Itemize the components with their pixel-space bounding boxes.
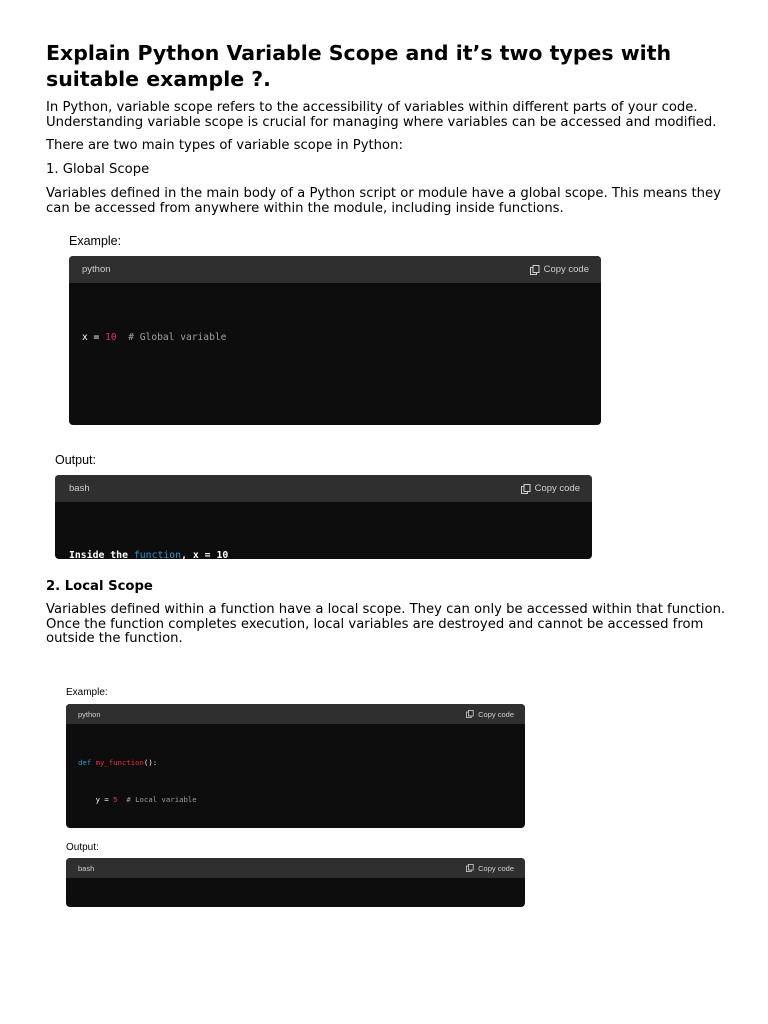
output-label-2: Output: [66, 842, 99, 853]
code-language: python [78, 709, 101, 719]
code-header [55, 475, 592, 502]
local-scope-description: Variables defined within a function have a local scope. They can only be accessed within that function. Once the function completes execution, local variables are destroyed and cannot be accessed from outside the function. [46, 602, 726, 646]
code-header [66, 704, 525, 724]
code-block-global [69, 256, 601, 425]
global-scope-heading: 1. Global Scope [46, 162, 150, 177]
copy-icon [530, 265, 540, 275]
code-header [66, 858, 525, 878]
example-label-2: Example: [66, 687, 108, 698]
code-line: def my_function(): [78, 757, 158, 767]
code-line: Inside the function, x = 10 [69, 550, 229, 559]
code-language: python [82, 264, 111, 275]
code-language: bash [69, 483, 90, 494]
output-label-1: Output: [55, 453, 96, 467]
global-scope-description: Variables defined in the main body of a Python script or module have a global scope. This means they can be accessed from anywhere within the module, including inside functions. [46, 186, 721, 216]
code-body [66, 724, 525, 828]
code-body [66, 878, 525, 907]
code-block-local [66, 704, 525, 828]
copy-icon [521, 484, 531, 494]
code-body [55, 502, 592, 559]
code-line: x = 10 # Global variable [82, 332, 227, 343]
copy-code-button[interactable]: Copy code [466, 710, 514, 719]
copy-code-button[interactable]: Copy code [521, 483, 580, 494]
page-title: Explain Python Variable Scope and it’s two types with suitable example ?. [46, 41, 672, 91]
code-block-output-2 [66, 858, 525, 907]
code-body [69, 283, 601, 425]
copy-code-button[interactable]: Copy code [530, 264, 589, 275]
copy-code-button[interactable]: Copy code [466, 864, 514, 873]
code-header [69, 256, 601, 283]
intro-paragraph: In Python, variable scope refers to the accessibility of variables within different parts of your code. Understanding variable scope is crucial for managing where variables can be accessed and modified. [46, 100, 717, 130]
code-block-output-1 [55, 475, 592, 559]
example-label-1: Example: [69, 234, 122, 248]
code-language: bash [78, 863, 95, 873]
code-line: y = 5 # Local variable [95, 795, 197, 805]
types-intro: There are two main types of variable scope in Python: [46, 138, 403, 153]
copy-icon [466, 864, 474, 872]
local-scope-heading: 2. Local Scope [46, 579, 153, 594]
copy-icon [466, 710, 474, 718]
